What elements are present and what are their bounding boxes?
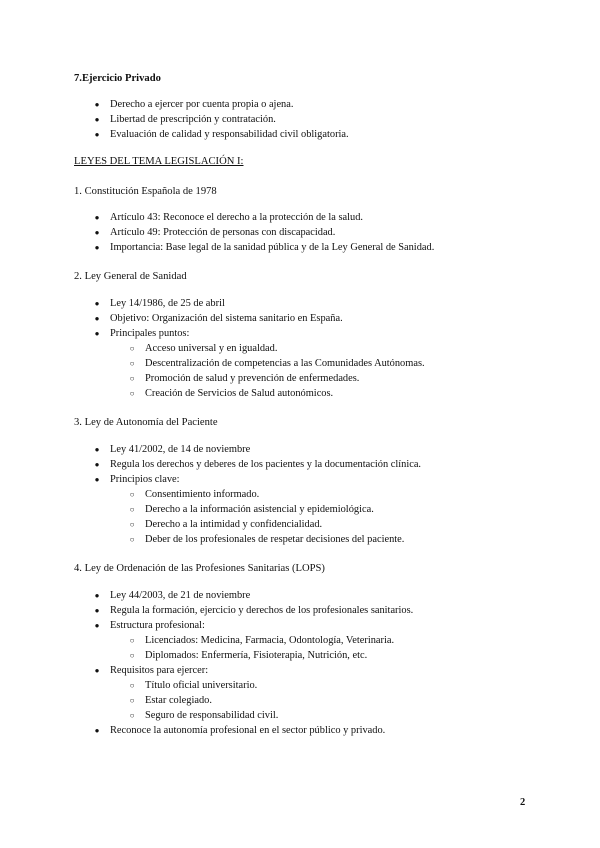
list-item bbox=[94, 458, 422, 472]
circle-bullet-icon: ○ bbox=[129, 696, 135, 705]
bullet-icon: ● bbox=[94, 243, 100, 252]
circle-bullet-icon: ○ bbox=[129, 374, 135, 383]
sub-list-item bbox=[129, 488, 260, 502]
sub-list-item bbox=[129, 357, 425, 371]
list-item-text: Requisitos para ejercer: bbox=[110, 665, 209, 676]
list-item bbox=[94, 664, 209, 678]
list-item-text: Derecho a ejercer por cuenta propia o ajena. bbox=[110, 99, 294, 110]
bullet-icon: ● bbox=[94, 475, 100, 484]
sub-list-item-text: Consentimiento informado. bbox=[145, 489, 260, 500]
circle-bullet-icon: ○ bbox=[129, 651, 135, 660]
list-item bbox=[94, 241, 435, 255]
sub-list-item-text: Acceso universal y en igualdad. bbox=[145, 343, 278, 354]
page-number: 2 bbox=[520, 797, 526, 808]
list-item-text: Artículo 49: Protección de personas con discapacidad. bbox=[110, 227, 336, 238]
list-item-text: Reconoce la autonomía profesional en el sector público y privado. bbox=[110, 725, 386, 736]
list-item bbox=[94, 604, 414, 618]
list-item bbox=[94, 312, 343, 326]
bullet-icon: ● bbox=[94, 100, 100, 109]
list-item-text: Objetivo: Organización del sistema sanitario en España. bbox=[110, 313, 343, 324]
list-item-text: Ley 44/2003, de 21 de noviembre bbox=[110, 590, 251, 601]
bullet-icon: ● bbox=[94, 460, 100, 469]
list-item-text: Artículo 43: Reconoce el derecho a la protección de la salud. bbox=[110, 212, 364, 223]
bullet-icon: ● bbox=[94, 115, 100, 124]
list-item-text: Regula la formación, ejercicio y derechos de los profesionales sanitarios. bbox=[110, 605, 414, 616]
circle-bullet-icon: ○ bbox=[129, 359, 135, 368]
sub-list-item-text: Derecho a la información asistencial y epidemiológica. bbox=[145, 504, 374, 515]
circle-bullet-icon: ○ bbox=[129, 681, 135, 690]
list-item-text: Regula los derechos y deberes de los pacientes y la documentación clínica. bbox=[110, 459, 422, 470]
bullet-icon: ● bbox=[94, 299, 100, 308]
bullet-icon: ● bbox=[94, 591, 100, 600]
circle-bullet-icon: ○ bbox=[129, 520, 135, 529]
circle-bullet-icon: ○ bbox=[129, 535, 135, 544]
sub-list-item-text: Creación de Servicios de Salud autonómicos. bbox=[145, 388, 334, 399]
sub-list-item bbox=[129, 372, 360, 386]
list-item bbox=[94, 327, 190, 341]
section-constitucion-title: 1. Constitución Española de 1978 bbox=[74, 186, 217, 197]
sub-list-item-text: Promoción de salud y prevención de enfermedades. bbox=[145, 373, 360, 384]
list-item bbox=[94, 443, 251, 457]
section-lap-title: 3. Ley de Autonomía del Paciente bbox=[74, 417, 218, 428]
sub-list-item bbox=[129, 342, 278, 356]
sub-list-item-text: Licenciados: Medicina, Farmacia, Odontología, Veterinaria. bbox=[145, 635, 395, 646]
circle-bullet-icon: ○ bbox=[129, 490, 135, 499]
bullet-icon: ● bbox=[94, 228, 100, 237]
bullet-icon: ● bbox=[94, 213, 100, 222]
section-lops-title: 4. Ley de Ordenación de las Profesiones Sanitarias (LOPS) bbox=[74, 563, 325, 574]
bullet-icon: ● bbox=[94, 621, 100, 630]
list-item-text: Ley 41/2002, de 14 de noviembre bbox=[110, 444, 251, 455]
section-lgs-title: 2. Ley General de Sanidad bbox=[74, 271, 187, 282]
circle-bullet-icon: ○ bbox=[129, 505, 135, 514]
leyes-title: LEYES DEL TEMA LEGISLACIÓN I: bbox=[74, 156, 244, 167]
sub-list-item-text: Estar colegiado. bbox=[145, 695, 212, 706]
bullet-icon: ● bbox=[94, 726, 100, 735]
list-item bbox=[94, 128, 349, 142]
sub-list-item bbox=[129, 649, 368, 663]
list-item-text: Evaluación de calidad y responsabilidad civil obligatoria. bbox=[110, 129, 349, 140]
bullet-icon: ● bbox=[94, 329, 100, 338]
list-item bbox=[94, 619, 205, 633]
sub-list-item bbox=[129, 634, 395, 648]
sub-list-item bbox=[129, 518, 323, 532]
sub-list-item bbox=[129, 709, 279, 723]
circle-bullet-icon: ○ bbox=[129, 344, 135, 353]
list-item bbox=[94, 724, 386, 738]
list-item bbox=[94, 297, 225, 311]
sub-list-item-text: Seguro de responsabilidad civil. bbox=[145, 710, 279, 721]
list-item bbox=[94, 98, 294, 112]
sub-list-item-text: Diplomados: Enfermería, Fisioterapia, Nutrición, etc. bbox=[145, 650, 368, 661]
sub-list-item bbox=[129, 503, 374, 517]
list-item bbox=[94, 473, 180, 487]
sub-list-item bbox=[129, 679, 258, 693]
list-item bbox=[94, 211, 364, 225]
sub-list-item-text: Descentralización de competencias a las Comunidades Autónomas. bbox=[145, 358, 425, 369]
bullet-icon: ● bbox=[94, 606, 100, 615]
bullet-icon: ● bbox=[94, 666, 100, 675]
bullet-icon: ● bbox=[94, 314, 100, 323]
circle-bullet-icon: ○ bbox=[129, 636, 135, 645]
list-item bbox=[94, 226, 336, 240]
list-item bbox=[94, 113, 276, 127]
sub-list-item-text: Deber de los profesionales de respetar decisiones del paciente. bbox=[145, 534, 405, 545]
sub-list-item bbox=[129, 694, 212, 708]
sub-list-item-text: Título oficial universitario. bbox=[145, 680, 258, 691]
circle-bullet-icon: ○ bbox=[129, 711, 135, 720]
list-item-text: Principios clave: bbox=[110, 474, 180, 485]
bullet-icon: ● bbox=[94, 445, 100, 454]
list-item bbox=[94, 589, 251, 603]
list-item-text: Libertad de prescripción y contratación. bbox=[110, 114, 276, 125]
list-item-text: Principales puntos: bbox=[110, 328, 190, 339]
sub-list-item-text: Derecho a la intimidad y confidencialidad. bbox=[145, 519, 323, 530]
sub-list-item bbox=[129, 533, 405, 547]
list-item-text: Ley 14/1986, de 25 de abril bbox=[110, 298, 225, 309]
circle-bullet-icon: ○ bbox=[129, 389, 135, 398]
bullet-icon: ● bbox=[94, 130, 100, 139]
section-7-title: 7.Ejercicio Privado bbox=[74, 73, 161, 84]
list-item-text: Importancia: Base legal de la sanidad pública y de la Ley General de Sanidad. bbox=[110, 242, 435, 253]
list-item-text: Estructura profesional: bbox=[110, 620, 205, 631]
sub-list-item bbox=[129, 387, 334, 401]
